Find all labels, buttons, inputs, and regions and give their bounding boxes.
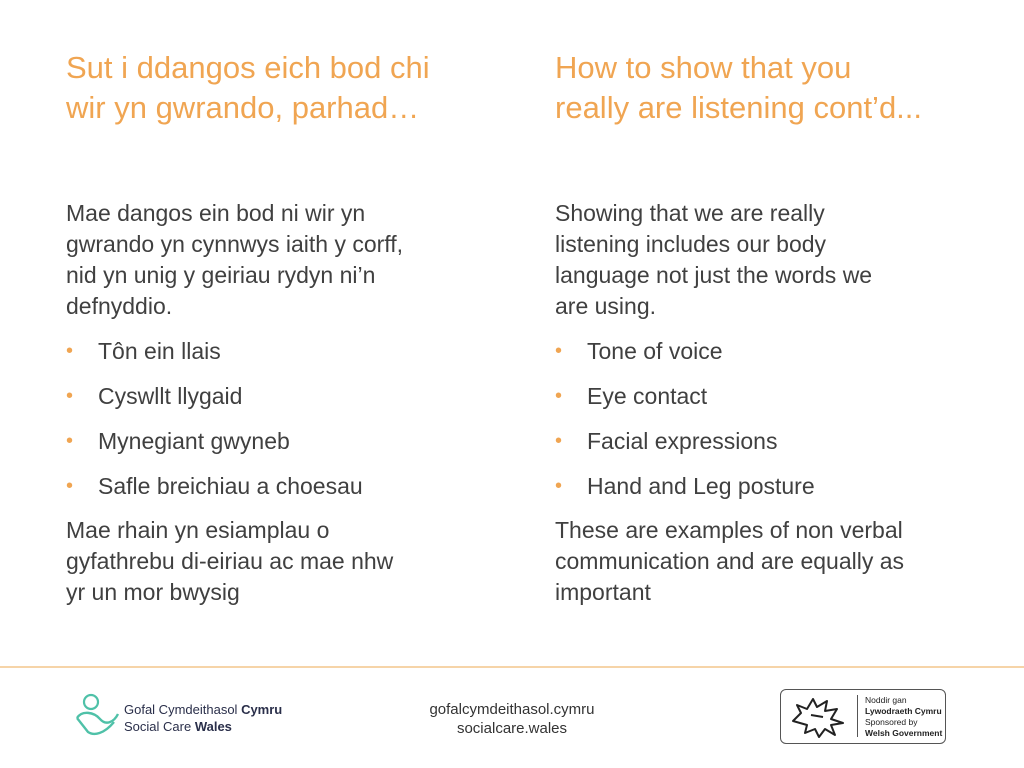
english-bullet-list	[555, 336, 975, 516]
badge-separator	[857, 695, 858, 737]
sponsor-text: Noddir gan Lywodraeth Cymru Sponsored by Welsh Government	[865, 695, 943, 738]
welsh-intro: Mae dangos ein bod ni wir yn gwrando yn cynnwys iaith y corff, nid yn unig y geiriau rydyn ni’n defnyddio.	[66, 200, 404, 319]
bullet-icon: •	[66, 385, 74, 407]
bullet-icon: •	[66, 430, 74, 452]
footer-divider	[0, 666, 1024, 668]
bullet-icon: •	[555, 475, 563, 497]
social-care-wales-logo-icon	[74, 692, 120, 738]
url-welsh: gofalcymdeithasol.cymru	[429, 701, 595, 718]
bullet-icon: •	[555, 340, 563, 362]
welsh-column	[66, 48, 486, 608]
list-item: • Mynegiant gwyneb	[66, 426, 486, 471]
welsh-bullet-list	[66, 336, 486, 516]
dragon-icon	[785, 691, 855, 741]
logo-wordmark: Gofal Cymdeithasol Cymru Social Care Wales	[124, 702, 283, 734]
welsh-title: Sut i ddangos eich bod chi wir yn gwrando, parhad…	[66, 50, 430, 125]
list-item: • Safle breichiau a choesau	[66, 471, 486, 516]
footer-urls	[412, 700, 612, 738]
social-care-wales-logo	[74, 692, 304, 740]
bullet-icon: •	[66, 340, 74, 362]
list-item: • Eye contact	[555, 381, 975, 426]
english-outro: These are examples of non verbal communication and are equally as important	[555, 517, 905, 605]
list-item: • Cyswllt llygaid	[66, 381, 486, 426]
welsh-outro: Mae rhain yn esiamplau o gyfathrebu di-eiriau ac mae nhw yr un mor bwysig	[66, 517, 394, 605]
list-item: • Facial expressions	[555, 426, 975, 471]
english-title: How to show that you really are listening cont’d...	[555, 50, 923, 125]
url-english: socialcare.wales	[456, 720, 568, 737]
bullet-icon: •	[66, 475, 74, 497]
english-column	[555, 48, 975, 608]
list-item: • Hand and Leg posture	[555, 471, 975, 516]
list-item: • Tôn ein llais	[66, 336, 486, 381]
english-intro: Showing that we are really listening includes our body language not just the words we are using.	[555, 200, 873, 319]
bullet-icon: •	[555, 430, 563, 452]
welsh-government-badge	[780, 689, 946, 744]
bullet-icon: •	[555, 385, 563, 407]
list-item: • Tone of voice	[555, 336, 975, 381]
